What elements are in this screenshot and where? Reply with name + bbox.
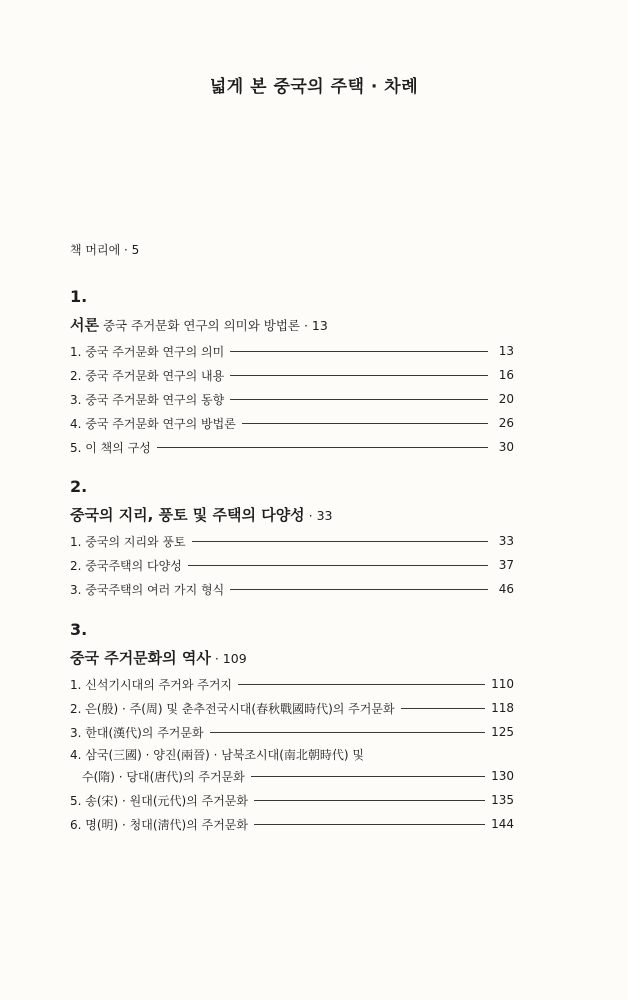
section-heading xyxy=(70,314,514,335)
toc-entry xyxy=(70,788,514,812)
entry-label: 4. 삼국(三國) · 양진(兩晉) · 남북조시대(南北朝時代) 및 xyxy=(70,747,364,762)
toc-entry xyxy=(70,812,514,836)
entry-page: 125 xyxy=(491,725,514,739)
toc-entry xyxy=(70,744,514,764)
section-number: 1. xyxy=(70,287,88,306)
toc-entry xyxy=(70,720,514,744)
toc-entries xyxy=(70,339,514,459)
section-subtitle: 중국 주거문화 연구의 의미와 방법론 · 13 xyxy=(102,318,328,333)
toc-section-2 xyxy=(70,478,514,601)
preface-entry: 책 머리에 · 5 xyxy=(70,243,140,257)
entry-page: 110 xyxy=(491,677,514,691)
dotted-leader xyxy=(401,708,486,709)
toc-section-3 xyxy=(70,621,514,836)
entry-label: 5. 송(宋) · 원대(元代)의 주거문화 xyxy=(70,793,248,808)
entry-page: 16 xyxy=(498,368,514,382)
dotted-leader xyxy=(157,447,488,448)
toc-entry xyxy=(70,435,514,459)
section-title: 중국 주거문화의 역사 xyxy=(70,649,211,667)
dotted-leader xyxy=(188,565,488,566)
section-subtitle: · 109 xyxy=(214,651,247,666)
dotted-leader xyxy=(230,589,488,590)
toc-entries xyxy=(70,672,514,836)
toc-entry xyxy=(70,339,514,363)
section-title: 서론 xyxy=(70,316,99,334)
toc-entry xyxy=(70,529,514,553)
entry-label: 6. 명(明) · 청대(淸代)의 주거문화 xyxy=(70,817,248,832)
toc-entry xyxy=(70,363,514,387)
entry-page: 130 xyxy=(491,769,514,783)
entry-label: 1. 중국 주거문화 연구의 의미 xyxy=(70,344,225,359)
dotted-leader xyxy=(230,375,488,376)
entry-label: 2. 중국주택의 다양성 xyxy=(70,558,182,573)
entry-page: 26 xyxy=(498,416,514,430)
toc-entries xyxy=(70,529,514,601)
section-number: 2. xyxy=(70,477,88,496)
toc-section-1 xyxy=(70,288,514,459)
dotted-leader xyxy=(230,351,488,352)
entry-label: 3. 중국주택의 여러 가지 형식 xyxy=(70,582,225,597)
entry-label: 1. 신석기시대의 주거와 주거지 xyxy=(70,677,232,692)
section-subtitle: · 33 xyxy=(308,508,333,523)
toc-entry xyxy=(70,672,514,696)
section-heading xyxy=(70,647,514,668)
entry-label: 3. 한대(漢代)의 주거문화 xyxy=(70,725,204,740)
entry-label: 2. 중국 주거문화 연구의 내용 xyxy=(70,368,225,383)
dotted-leader xyxy=(254,824,485,825)
dotted-leader xyxy=(238,684,485,685)
entry-label: 3. 중국 주거문화 연구의 동향 xyxy=(70,392,225,407)
entry-label: 2. 은(殷) · 주(周) 및 춘추전국시대(春秋戰國時代)의 주거문화 xyxy=(70,701,395,716)
section-heading xyxy=(70,504,514,525)
entry-page: 46 xyxy=(498,582,514,596)
entry-label: 1. 중국의 지리와 풍토 xyxy=(70,534,186,549)
entry-page: 13 xyxy=(498,344,514,358)
dotted-leader xyxy=(230,399,488,400)
dotted-leader xyxy=(242,423,488,424)
entry-page: 144 xyxy=(491,817,514,831)
toc-entry xyxy=(70,764,514,788)
dotted-leader xyxy=(251,776,485,777)
section-title: 중국의 지리, 풍토 및 주택의 다양성 xyxy=(70,506,305,524)
entry-page: 118 xyxy=(491,701,514,715)
entry-page: 20 xyxy=(498,392,514,406)
toc-entry xyxy=(70,553,514,577)
toc-entry xyxy=(70,411,514,435)
entry-label: 5. 이 책의 구성 xyxy=(70,440,151,455)
entry-page: 135 xyxy=(491,793,514,807)
toc-entry xyxy=(70,577,514,601)
entry-page: 37 xyxy=(498,558,514,572)
entry-page: 33 xyxy=(498,534,514,548)
dotted-leader xyxy=(254,800,485,801)
toc-entry xyxy=(70,387,514,411)
dotted-leader xyxy=(210,732,486,733)
dotted-leader xyxy=(192,541,488,542)
entry-page: 30 xyxy=(498,440,514,454)
page-title: 넓게 본 중국의 주택 · 차례 xyxy=(209,77,419,97)
entry-label: 수(隋) · 당대(唐代)의 주거문화 xyxy=(82,769,245,784)
entry-label: 4. 중국 주거문화 연구의 방법론 xyxy=(70,416,236,431)
toc-entry xyxy=(70,696,514,720)
section-number: 3. xyxy=(70,620,88,639)
